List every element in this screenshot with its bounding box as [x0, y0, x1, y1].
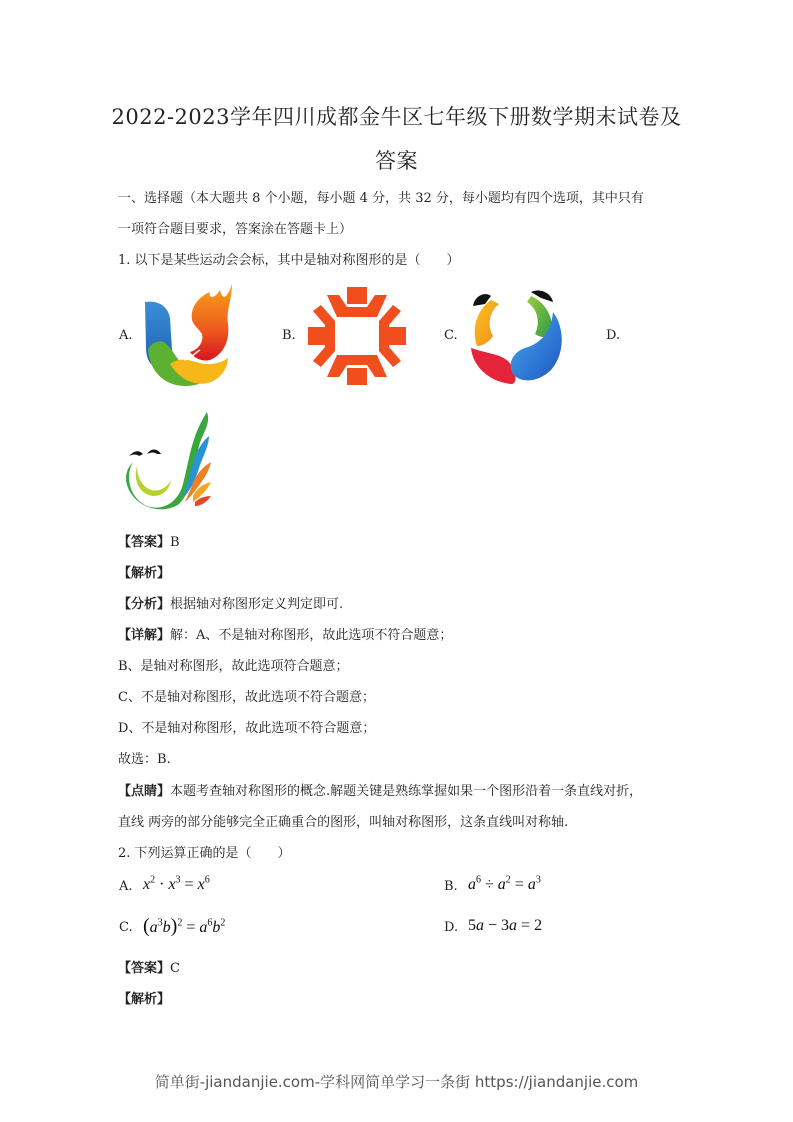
- q2-option-a-expr: $x^2 \cdot x^3 = x^6$: [143, 874, 210, 893]
- q2-analysis-tag: [118, 988, 170, 1007]
- xiangjie-tag: 【详解】: [118, 628, 171, 643]
- q1-dianjing-line2: 直线 两旁的部分能够完全正确重合的图形，叫轴对称图形，这条直线叫对称轴.: [118, 815, 569, 830]
- answer-tag: 【答案】: [118, 535, 171, 550]
- q2-option-c-expr: $(a^3b)^2 = a^6b^2$: [143, 915, 226, 937]
- analysis-tag: 【解析】: [118, 566, 171, 581]
- question-2-stem: 2. 下列运算正确的是（ ）: [118, 846, 291, 861]
- q1-option-a-label: A.: [119, 328, 133, 343]
- footer-watermark: 简单街-jiandanjie.com-学科网简单学习一条街 https://jiandanjie.com: [154, 1073, 639, 1091]
- answer-value: B: [170, 535, 180, 550]
- q2-option-d-expr: 5a − 3a = 2: [468, 917, 543, 934]
- dianjing-text: 本题考查轴对称图形的概念.解题关键是熟练掌握如果一个图形沿着一条直线对折，: [170, 784, 643, 799]
- xiangjie-text: 解：A、不是轴对称图形，故此选项不符合题意；: [170, 628, 453, 643]
- document-title-line1: 2022-2023学年四川成都金牛区七年级下册数学期末试卷及: [111, 105, 682, 129]
- q1-conclusion: 故选：B.: [118, 752, 171, 767]
- q2-option-d-label: D.: [444, 920, 459, 935]
- fenxi-text: 根据轴对称图形定义判定即可.: [170, 597, 344, 612]
- q1-dianjing-line1: [118, 780, 642, 799]
- q1-option-b-label: B.: [282, 328, 296, 343]
- q2-option-b-label: B.: [444, 879, 458, 894]
- q2-option-b-expr: $a^6 \div a^2 = a^3$: [468, 874, 541, 893]
- answer-tag: 【答案】: [118, 961, 171, 976]
- q1-fenxi: [118, 593, 343, 612]
- q1-answer: [118, 531, 180, 550]
- q1-detail-line-b: B、是轴对称图形，故此选项符合题意；: [118, 659, 349, 674]
- logo-b-orange-symmetric-image: [305, 287, 409, 385]
- q1-detail-line-c: C、不是轴对称图形，故此选项不符合题意；: [118, 690, 375, 705]
- fenxi-tag: 【分析】: [118, 597, 171, 612]
- answer-value: C: [170, 961, 180, 976]
- dianjing-tag: 【点睛】: [118, 784, 171, 799]
- q2-option-c-label: C.: [119, 920, 133, 935]
- logo-d-green-swirl-image: [125, 406, 213, 511]
- q2-option-a-label: A.: [119, 879, 133, 894]
- analysis-tag: 【解析】: [118, 992, 171, 1007]
- q1-xiangjie: [118, 624, 452, 643]
- q2-answer: [118, 957, 180, 976]
- q1-detail-line-d: D、不是轴对称图形，故此选项不符合题意；: [118, 721, 376, 736]
- question-1-stem: 1. 以下是某些运动会会标，其中是轴对称图形的是（ ）: [118, 253, 460, 268]
- q1-option-c-label: C.: [444, 328, 458, 343]
- logo-c-panda-ring-image: [465, 284, 570, 389]
- section-heading-line2: 一项符合题目要求，答案涂在答题卡上）: [118, 222, 353, 237]
- q1-option-d-label: D.: [606, 328, 621, 343]
- logo-a-u-flame-image: [140, 280, 235, 390]
- document-title-line2: 答案: [375, 149, 418, 173]
- q1-analysis-tag: [118, 562, 170, 581]
- section-heading-line1: 一、选择题（本大题共 8 个小题，每小题 4 分，共 32 分，每小题均有四个选项，其中只有: [118, 191, 644, 206]
